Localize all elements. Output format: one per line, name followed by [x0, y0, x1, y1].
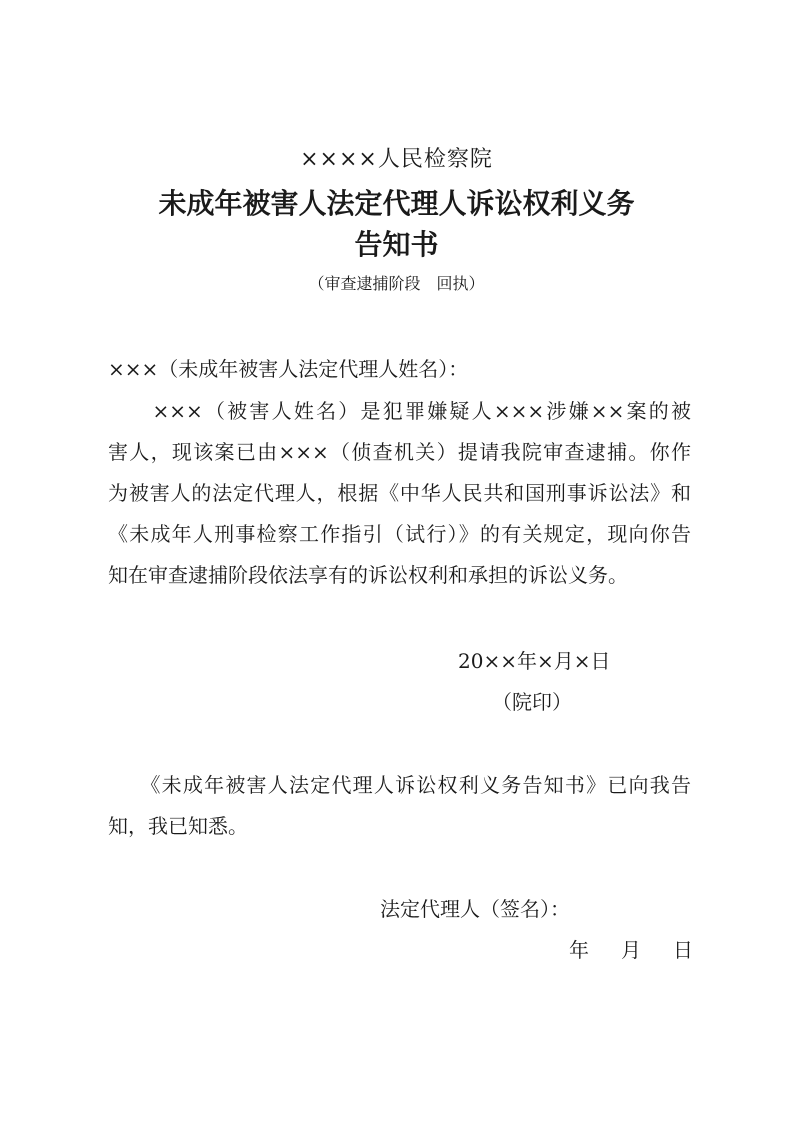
receipt-line: 《未成年被害人法定代理人诉讼权利义务告知书》已向我告 — [108, 773, 691, 797]
document-title-line-2: 告知书 — [354, 228, 439, 261]
receipt-line: 知，我已知悉。 — [108, 814, 248, 838]
paragraph-line: ×××（被害人姓名）是犯罪嫌疑人×××涉嫌××案的被 — [108, 399, 691, 423]
document-title-line-1: 未成年被害人法定代理人诉讼权利义务 — [158, 187, 635, 220]
signature-date-day: 日 — [673, 938, 693, 962]
issue-date: 20××年×月×日 — [458, 649, 611, 673]
seal-label: （院印） — [492, 690, 572, 714]
paragraph-line: 害人，现该案已由×××（侦查机关）提请我院审查逮捕。你作 — [108, 440, 691, 464]
document-subtitle: （审查逮捕阶段 回执） — [308, 274, 485, 293]
signature-date — [569, 935, 693, 965]
salutation: ×××（未成年被害人法定代理人姓名）： — [108, 357, 469, 381]
paragraph-line: 知在审查逮捕阶段依法享有的诉讼权利和承担的诉讼义务。 — [108, 563, 628, 587]
paragraph-line: 《未成年人刑事检察工作指引（试行）》的有关规定，现向你告 — [108, 522, 691, 546]
paragraph-line: 为被害人的法定代理人，根据《中华人民共和国刑事诉讼法》和 — [108, 481, 691, 505]
signature-date-month: 月 — [621, 938, 641, 962]
signature-date-year: 年 — [569, 938, 589, 962]
signer-label: 法定代理人（签名）： — [380, 897, 570, 921]
procuratorate-name: ××××人民检察院 — [300, 147, 493, 172]
